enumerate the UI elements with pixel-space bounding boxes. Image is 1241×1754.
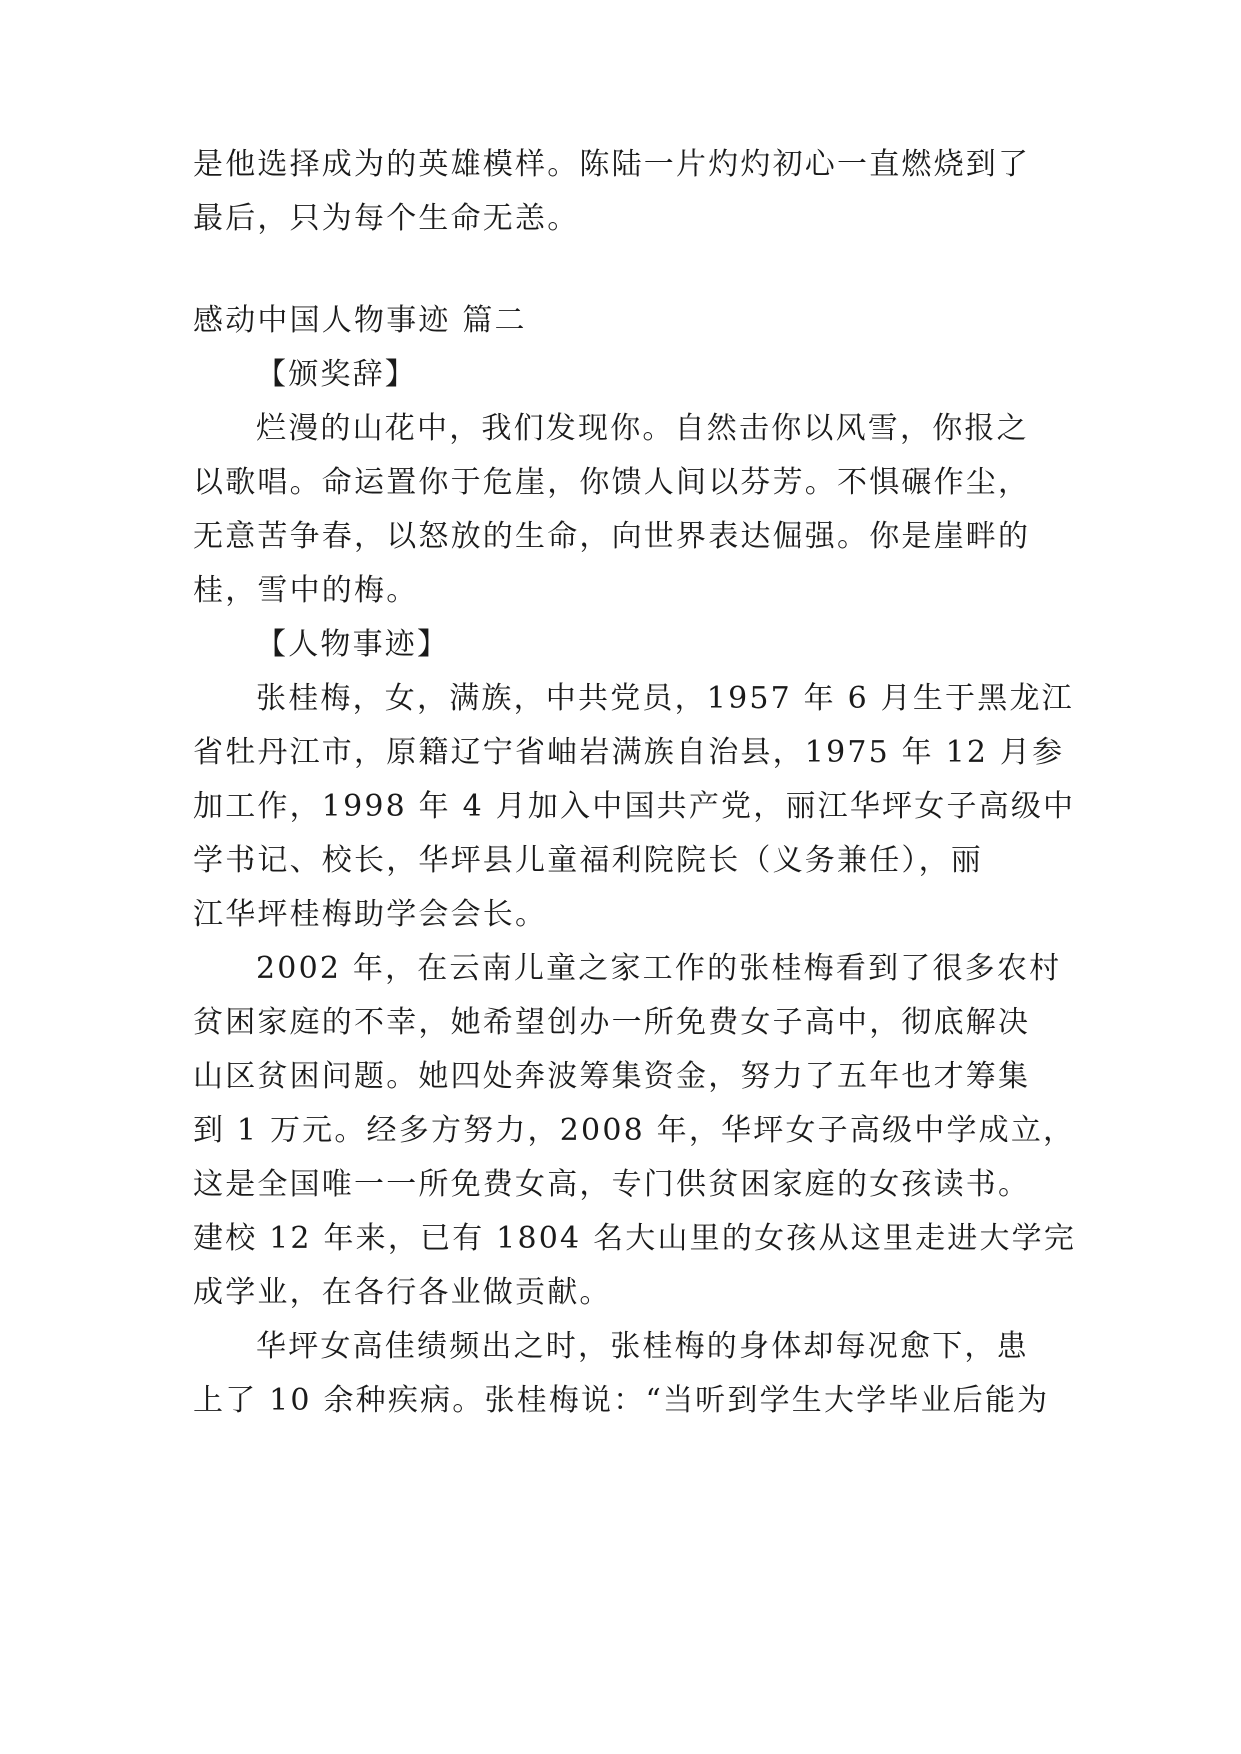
deeds-p3-line-1: 华坪女高佳绩频出之时，张桂梅的身体却每况愈下，患 <box>256 1329 1029 1364</box>
deeds-p1-line-3: 加工作，1998 年 4 月加入中国共产党，丽江华坪女子高级中 <box>193 789 1076 824</box>
award-line-3: 无意苦争春，以怒放的生命，向世界表达倔强。你是崖畔的 <box>193 519 1031 554</box>
award-line-2: 以歌唱。命运置你于危崖，你馈人间以芬芳。不惧碾作尘， <box>193 465 1031 500</box>
deeds-p2-line-7: 成学业，在各行各业做贡献。 <box>193 1275 612 1310</box>
deeds-heading: 【人物事迹】 <box>256 627 450 662</box>
intro-line-2: 最后，只为每个生命无恙。 <box>193 201 580 236</box>
award-line-1: 烂漫的山花中，我们发现你。自然击你以风雪，你报之 <box>256 411 1029 446</box>
deeds-p2-line-5: 这是全国唯一一所免费女高，专门供贫困家庭的女孩读书。 <box>193 1167 1031 1202</box>
award-heading: 【颁奖辞】 <box>256 357 417 392</box>
deeds-p2-line-1: 2002 年，在云南儿童之家工作的张桂梅看到了很多农村 <box>256 951 1062 986</box>
deeds-p2-line-2: 贫困家庭的不幸，她希望创办一所免费女子高中，彻底解决 <box>193 1005 1031 1040</box>
deeds-p1-line-5: 江华坪桂梅助学会会长。 <box>193 897 548 932</box>
section-title: 感动中国人物事迹 篇二 <box>193 303 527 338</box>
deeds-p1-line-4: 学书记、校长，华坪县儿童福利院院长（义务兼任），丽 <box>193 843 983 878</box>
deeds-p1-line-2: 省牡丹江市，原籍辽宁省岫岩满族自治县，1975 年 12 月参 <box>193 735 1065 770</box>
award-line-4: 桂，雪中的梅。 <box>193 573 419 608</box>
deeds-p1-line-1: 张桂梅，女，满族，中共党员，1957 年 6 月生于黑龙江 <box>256 681 1074 716</box>
deeds-p2-line-3: 山区贫困问题。她四处奔波筹集资金，努力了五年也才筹集 <box>193 1059 1031 1094</box>
intro-line-1: 是他选择成为的英雄模样。陈陆一片灼灼初心一直燃烧到了 <box>193 147 1031 182</box>
deeds-p3-line-2: 上了 10 余种疾病。张桂梅说：“当听到学生大学毕业后能为 <box>193 1383 1050 1418</box>
deeds-p2-line-6: 建校 12 年来，已有 1804 名大山里的女孩从这里走进大学完 <box>193 1221 1077 1256</box>
deeds-p2-line-4: 到 1 万元。经多方努力，2008 年，华坪女子高级中学成立， <box>193 1113 1076 1148</box>
